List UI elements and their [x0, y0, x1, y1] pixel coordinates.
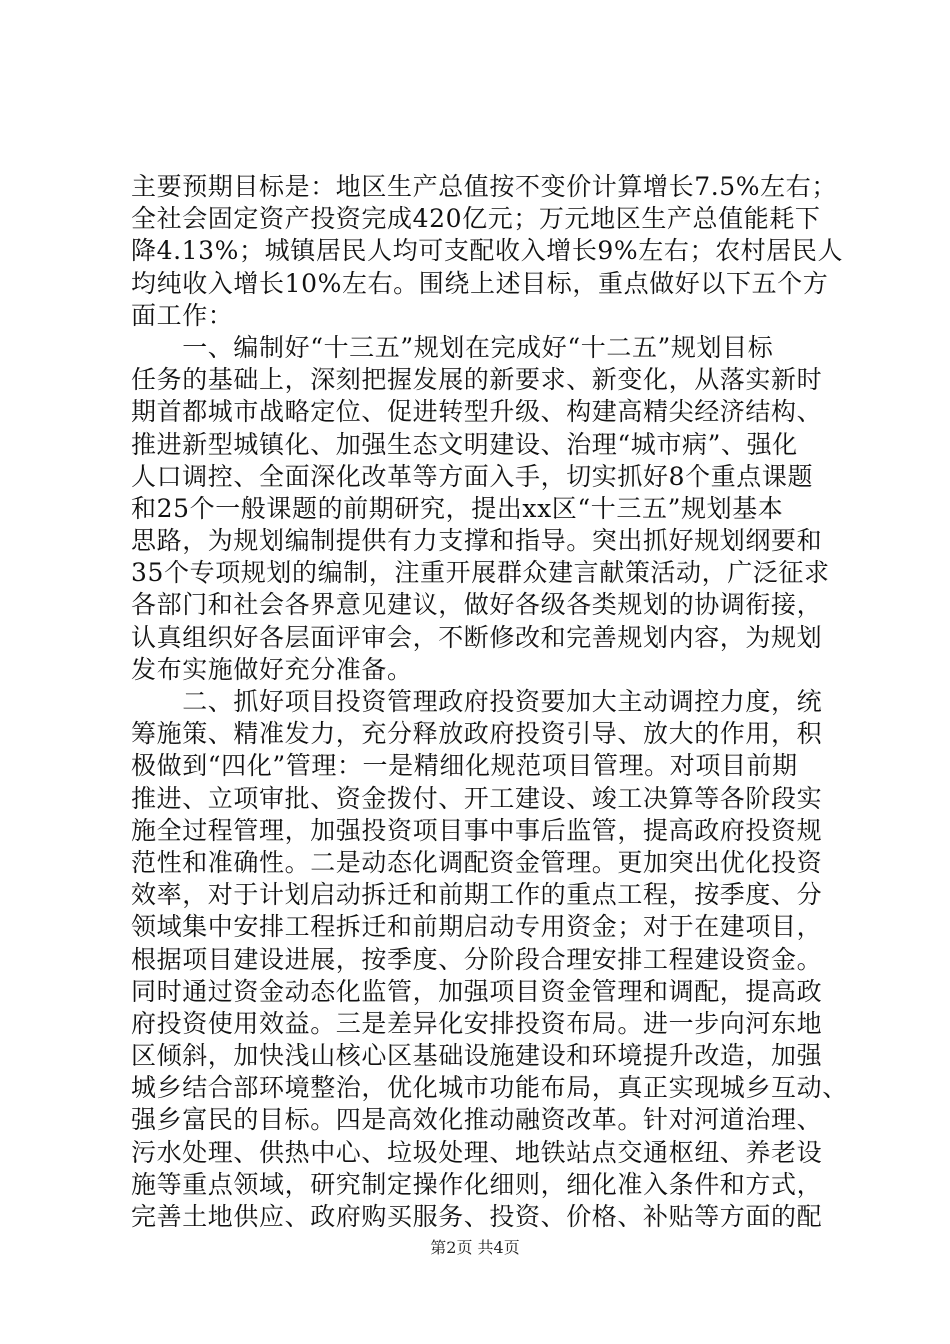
page-footer: 第2页 共4页 [430, 1238, 520, 1257]
text-line: 一、编制好“十三五”规划在完成好“十二五”规划目标 [131, 332, 774, 362]
text-line: 污水处理、供热中心、垃圾处理、地铁站点交通枢纽、养老设 [131, 1137, 823, 1167]
text-line: 范性和准确性。二是动态化调配资金管理。更加突出优化投资 [131, 847, 823, 877]
text-line: 面工作： [131, 300, 234, 330]
text-line: 强乡富民的目标。四是高效化推动融资改革。针对河道治理、 [131, 1105, 823, 1135]
text-line: 均纯收入增长10%左右。围绕上述目标，重点做好以下五个方 [131, 268, 829, 298]
text-line: 极做到“四化”管理：一是精细化规范项目管理。对项目前期 [131, 751, 798, 781]
body-text [131, 171, 848, 1233]
text-line: 降4.13%；城镇居民人均可支配收入增长9%左右；农村居民人 [131, 236, 844, 266]
text-line: 施全过程管理，加强投资项目事中事后监管，提高政府投资规 [131, 815, 823, 845]
text-line: 全社会固定资产投资完成420亿元；万元地区生产总值能耗下 [131, 204, 821, 234]
text-line: 领域集中安排工程拆迁和前期启动专用资金；对于在建项目， [131, 912, 823, 942]
text-line: 根据项目建设进展，按季度、分阶段合理安排工程建设资金。 [131, 944, 823, 974]
text-line: 认真组织好各层面评审会，不断修改和完善规划内容，为规划 [131, 622, 823, 652]
text-line: 效率，对于计划启动拆迁和前期工作的重点工程，按季度、分 [131, 880, 823, 910]
text-line: 35个专项规划的编制，注重开展群众建言献策活动，广泛征求 [131, 558, 830, 588]
text-line: 推进新型城镇化、加强生态文明建设、治理“城市病”、强化 [131, 429, 798, 459]
text-line: 推进、立项审批、资金拨付、开工建设、竣工决算等各阶段实 [131, 783, 823, 813]
text-line: 完善土地供应、政府购买服务、投资、价格、补贴等方面的配 [131, 1202, 823, 1231]
text-line: 思路，为规划编制提供有力支撑和指导。突出抓好规划纲要和 [131, 526, 823, 556]
text-line: 主要预期目标是：地区生产总值按不变价计算增长7.5%左右； [131, 172, 837, 201]
text-line: 二、抓好项目投资管理政府投资要加大主动调控力度，统 [131, 687, 823, 716]
text-line: 和25个一般课题的前期研究，提出xx区“十三五”规划基本 [131, 493, 784, 523]
text-line: 人口调控、全面深化改革等方面入手，切实抓好8个重点课题 [131, 461, 814, 491]
text-line: 各部门和社会各界意见建议，做好各级各类规划的协调衔接， [131, 590, 823, 620]
text-line: 任务的基础上，深刻把握发展的新要求、新变化，从落实新时 [131, 365, 823, 395]
text-line: 城乡结合部环境整治，优化城市功能布局，真正实现城乡互动、 [131, 1073, 848, 1103]
text-line: 同时通过资金动态化监管，加强项目资金管理和调配，提高政 [131, 976, 823, 1006]
text-line: 发布实施做好充分准备。 [131, 654, 413, 684]
text-line: 府投资使用效益。三是差异化安排投资布局。进一步向河东地 [131, 1008, 823, 1038]
text-line: 区倾斜，加快浅山核心区基础设施建设和环境提升改造，加强 [131, 1041, 823, 1071]
text-line: 施等重点领域，研究制定操作化细则，细化准入条件和方式， [131, 1169, 823, 1199]
text-line: 期首都城市战略定位、促进转型升级、构建高精尖经济结构、 [131, 397, 823, 427]
text-line: 筹施策、精准发力，充分释放政府投资引导、放大的作用，积 [131, 719, 823, 749]
